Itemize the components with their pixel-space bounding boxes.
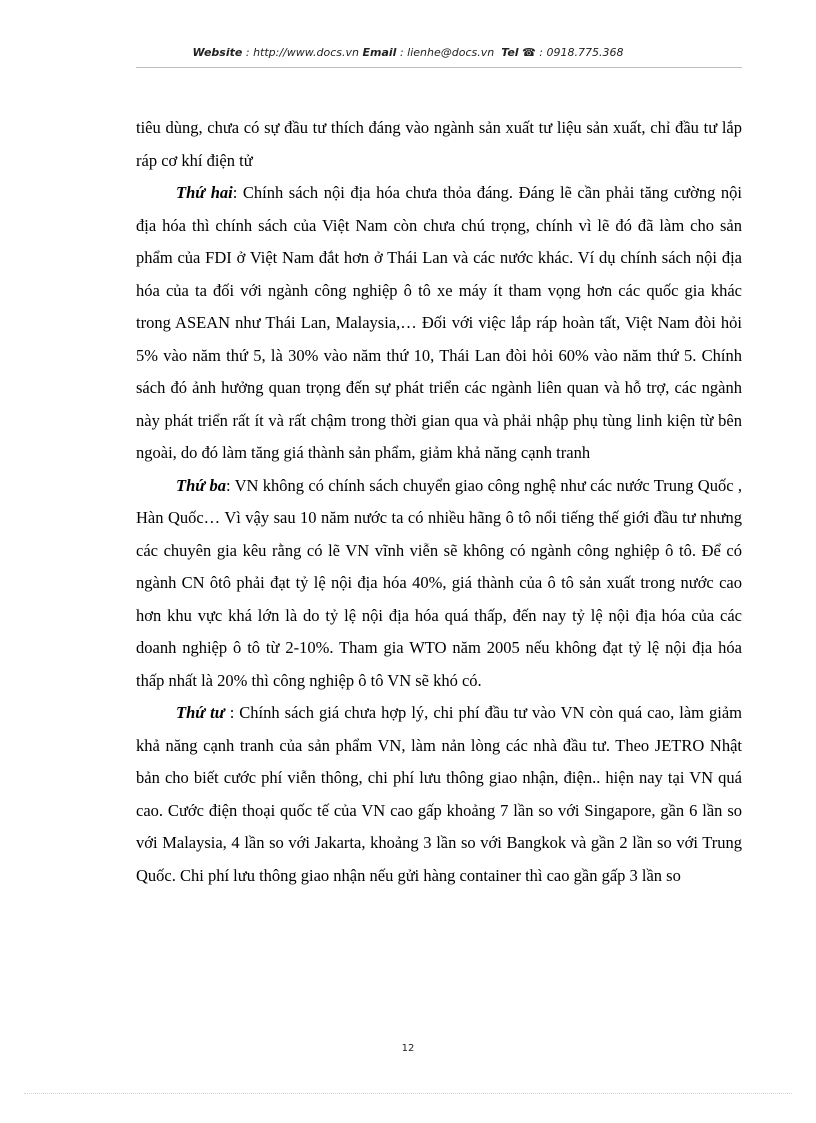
paragraph-1-text: tiêu dùng, chưa có sự đầu tư thích đáng vào ngành sản xuất tư liệu sản xuất, chỉ đầu tư lắp ráp cơ khí điện tử: [136, 118, 742, 170]
paragraph-2: [136, 177, 742, 470]
document-body: [136, 112, 742, 892]
paragraph-1: [136, 112, 742, 177]
paragraph-3-text: : VN không có chính sách chuyển giao công nghệ như các nước Trung Quốc , Hàn Quốc… Vì vậy sau 10 năm nước ta có nhiều hãng ô tô nổi tiếng thế giới đầu tư nhưng các chuyên gia kêu rằng có lẽ VN vĩnh viễn sẽ không có ngành công nghiệp ô tô. Để có ngành CN ôtô phải đạt tỷ lệ nội địa hóa 40%, giá thành của ô tô sản xuất trong nước cao hơn khu vực khá lớn là do tỷ lệ nội địa hóa quá thấp, đến nay tỷ lệ nội địa hóa của các doanh nghiệp ô tô từ 2-10%. Tham gia WTO năm 2005 nếu không đạt tỷ lệ nội địa hóa thấp nhất là 20% thì công nghiệp ô tô VN sẽ khó có.: [136, 475, 742, 690]
paragraph-3-heading: Thứ ba: [176, 475, 226, 495]
tel-value: : 0918.775.368: [535, 46, 624, 59]
paragraph-4: [136, 697, 742, 892]
paragraph-4-text: : Chính sách giá chưa hợp lý, chi phí đầu tư vào VN còn quá cao, làm giảm khả năng cạnh tranh của sản phẩm VN, làm nản lòng các nhà đầu tư. Theo JETRO Nhật bản cho biết cước phí viễn thông, chi phí lưu thông giao nhận, điện.. hiện nay tại VN quá cao. Cước điện thoại quốc tế của VN cao gấp khoảng 7 lần so với Singapore, gần 6 lần so với Malaysia, 4 lần so với Jakarta, khoảng 3 lần so với Bangkok và gần 2 lần so với Trung Quốc. Chi phí lưu thông giao nhận nếu gửi hàng container thì cao gần gấp 3 lần so: [136, 703, 742, 885]
paragraph-3: [136, 470, 742, 698]
email-label: Email: [362, 46, 397, 59]
paragraph-4-heading: Thứ tư: [176, 703, 225, 722]
header-divider: [136, 67, 742, 68]
email-separator: :: [396, 46, 408, 59]
website-separator: :: [242, 46, 254, 59]
page-number: 12: [401, 1043, 415, 1054]
footer-divider: [24, 1093, 792, 1094]
website-label: Website: [192, 46, 243, 59]
email-link[interactable]: lienhe@docs.vn: [407, 46, 495, 59]
paragraph-2-heading: Thứ hai: [176, 183, 233, 202]
website-link[interactable]: http://www.docs.vn: [253, 46, 360, 59]
tel-label: Tel: [501, 46, 519, 59]
phone-icon: ☎: [522, 46, 536, 59]
page-header: [60, 46, 756, 59]
paragraph-2-text: : Chính sách nội địa hóa chưa thỏa đáng. Đáng lẽ cần phải tăng cường nội địa hóa thì chính sách của Việt Nam còn chưa chú trọng, chính vì lẽ đó đã làm cho sản phẩm của FDI ở Việt Nam đắt hơn ở Thái Lan và các nước khác. Ví dụ chính sách nội địa hóa của ta đối với ngành công nghiệp ô tô xe máy ít tham vọng hơn các quốc gia khác trong ASEAN như Thái Lan, Malaysia,… Đối với việc lắp ráp hoàn tất, Việt Nam đòi hỏi 5% vào năm thứ 5, là 30% vào năm thứ 10, Thái Lan đòi hỏi 60% vào năm thứ 5. Chính sách đó ảnh hưởng quan trọng đến sự phát triển các ngành liên quan và hỗ trợ, các ngành này phát triển rất ít và rất chậm trong thời gian qua và phải nhập phụ tùng linh kiện từ bên ngoài, do đó làm tăng giá thành sản phẩm, giảm khả năng cạnh tranh: [136, 183, 742, 462]
